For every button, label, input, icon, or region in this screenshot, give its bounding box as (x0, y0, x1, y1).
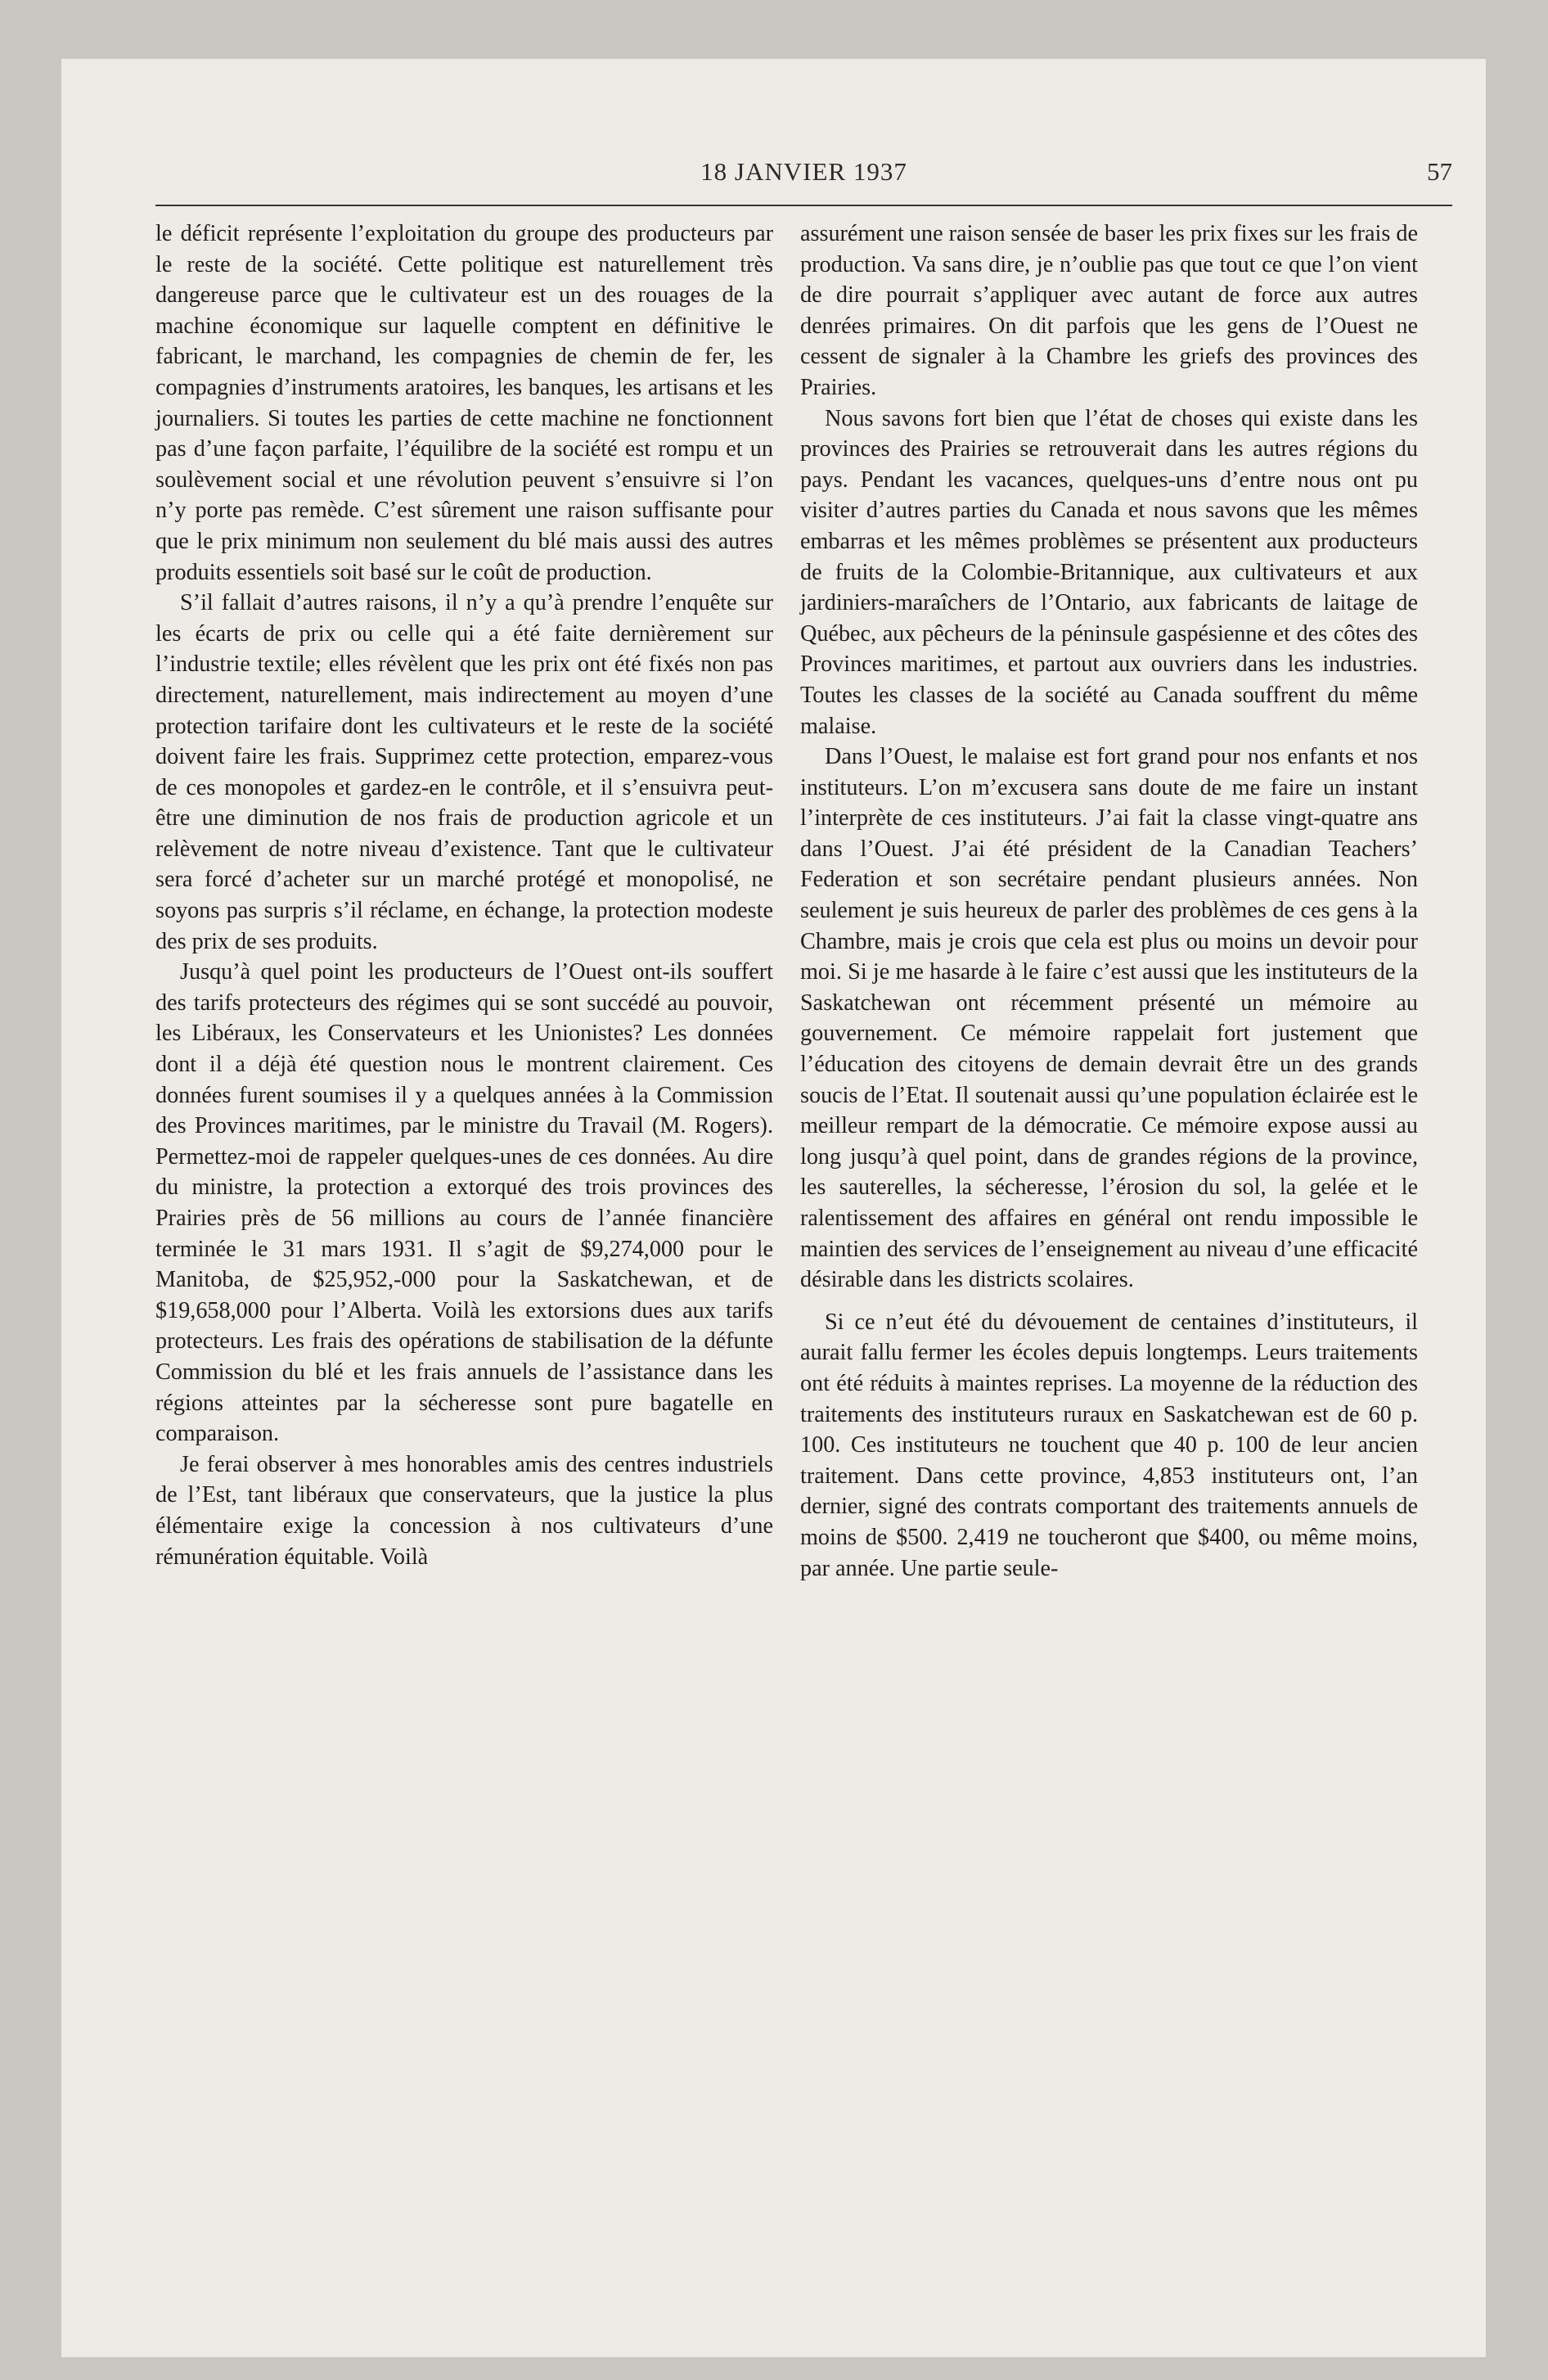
page-header (155, 157, 1452, 190)
paragraph: Dans l’Ouest, le malaise est fort grand pour nos enfants et nos instituteurs. L’on m’excusera sans doute de me faire un instant l’interprète de ces instituteurs. J’ai fait la classe vingt-quatre ans dans l’Ouest. J’ai été président de la Canadian Teachers’ Federation et son secrétaire pendant plusieurs années. Non seulement je suis heureux de parler des problèmes de ces gens à la Chambre, mais je crois que cela est plus ou moins un devoir pour moi. Si je me hasarde à le faire c’est aussi que les instituteurs de la Saskatchewan ont récemment présenté un mémoire au gouvernement. Ce mémoire rappelait fort justement que l’éducation des citoyens de demain devrait être un des grands soucis de l’Etat. Il soutenait aussi qu’une population éclairée est le meilleur rempart de la démocratie. Ce mémoire expose aussi au long jusqu’à quel point, dans de grandes régions de la province, les sauterelles, la sécheresse, l’érosion du sol, la gelée et le ralentissement des affaires en général ont rendu impossible le maintien des services de l’enseignement au niveau d’une efficacité désirable dans les districts scolaires. (800, 744, 1418, 1293)
header-rule (155, 205, 1452, 206)
paragraph: Si ce n’eut été du dévouement de centaines d’instituteurs, il aurait fallu fermer les écoles depuis longtemps. Leurs traitements ont été réduits à maintes reprises. La moyenne de la réduction des traitements des instituteurs ruraux en Saskatchewan est de 60 p. 100. Ces instituteurs ne touchent que 40 p. 100 de leur ancien traitement. Dans cette province, 4,853 instituteurs ont, l’an dernier, signé des contrats comportant des traitements annuels de moins de $500. 2,419 ne toucheront que $400, ou même moins, par année. Une partie seule- (800, 1309, 1418, 1581)
paragraph: Jusqu’à quel point les producteurs de l’Ouest ont-ils souffert des tarifs protecteurs des régimes qui se sont succédé au pouvoir, les Libéraux, les Conservateurs et les Unionistes? Les données dont il a déjà été question nous le montrent clairement. Ces données furent soumises il y a quelques années à la Commission des Provinces maritimes, par le ministre du Travail (M. Rogers). Permettez-moi de rappeler quelques-unes de ces données. Au dire du ministre, la protection a extorqué des trois provinces des Prairies près de 56 millions au cours de l’année financière terminée le 31 mars 1931. Il s’agit de $9,274,000 pour le Manitoba, de $25,952,-000 pour la Saskatchewan, et de $19,658,000 pour l’Alberta. Voilà les extorsions dues aux tarifs protecteurs. Les frais des opérations de stabilisation de la défunte Commission du blé et les frais annuels de l’assistance dans les régions atteintes par la sécheresse sont pure bagatelle en comparaison. (155, 959, 773, 1447)
paragraph: le déficit représente l’exploitation du groupe des producteurs par le reste de la société. Cette politique est naturellement très dangereuse parce que le cultivateur est un des rouages de la machine économique sur laquelle comptent en définitive le fabricant, le marchand, les compagnies de chemin de fer, les compagnies d’instruments aratoires, les banques, les artisans et les journaliers. Si toutes les parties de cette machine ne fonctionnent pas d’une façon parfaite, l’équilibre de la société est rompu et un soulèvement social et une révolution peuvent s’ensuivre si l’on n’y porte pas remède. C’est sûrement une raison suffisante pour que le prix minimum non seulement du blé mais aussi des autres produits essentiels soit basé sur le coût de production. (155, 221, 773, 585)
paragraph: S’il fallait d’autres raisons, il n’y a qu’à prendre l’enquête sur les écarts de prix ou celle qui a été faite dernièrement sur l’industrie textile; elles révèlent que les prix ont été fixés non pas directement, naturellement, mais indirectement au moyen d’une protection tarifaire dont les cultivateurs et le reste de la société doivent faire les frais. Supprimez cette protection, emparez-vous de ces monopoles et gardez-en le contrôle, et il s’ensuivra peut-être une diminution de nos frais de production agricole et un relèvement de notre niveau d’existence. Tant que le cultivateur sera forcé d’acheter sur un marché protégé et monopolisé, ne soyons pas surpris s’il réclame, en échange, la protection modeste des prix de ses produits. (155, 590, 773, 954)
page-sheet (61, 59, 1486, 2357)
paragraph: assurément une raison sensée de baser les prix fixes sur les frais de production. Va sans dire, je n’oublie pas que tout ce que l’on vient de dire pourrait s’appliquer avec autant de force aux autres denrées primaires. On dit parfois que les gens de l’Ouest ne cessent de signaler à la Chambre les griefs des provinces des Prairies. (800, 221, 1418, 400)
right-column (800, 219, 1418, 1584)
left-column (155, 219, 773, 1572)
paragraph: Nous savons fort bien que l’état de choses qui existe dans les provinces des Prairies se retrouverait dans les autres régions du pays. Pendant les vacances, quelques-uns d’entre nous ont pu visiter d’autres parties du Canada et nous savons que les mêmes embarras et les mêmes problèmes se présentent aux producteurs de fruits de la Colombie-Britannique, aux cultivateurs et aux jardiniers-maraîchers de l’Ontario, aux fabricants de laitage de Québec, aux pêcheurs de la péninsule gaspésienne et des côtes des Provinces maritimes, et partout aux ouvriers dans les industries. Toutes les classes de la société au Canada souffrent du même malaise. (800, 405, 1418, 739)
paragraph: Je ferai observer à mes honorables amis des centres industriels de l’Est, tant libéraux que conservateurs, que la justice la plus élémentaire exige la concession à nos cultivateurs d’une rémunération équitable. Voilà (155, 1451, 773, 1570)
page-number: 57 (1427, 157, 1452, 186)
header-date: 18 JANVIER 1937 (700, 157, 907, 186)
